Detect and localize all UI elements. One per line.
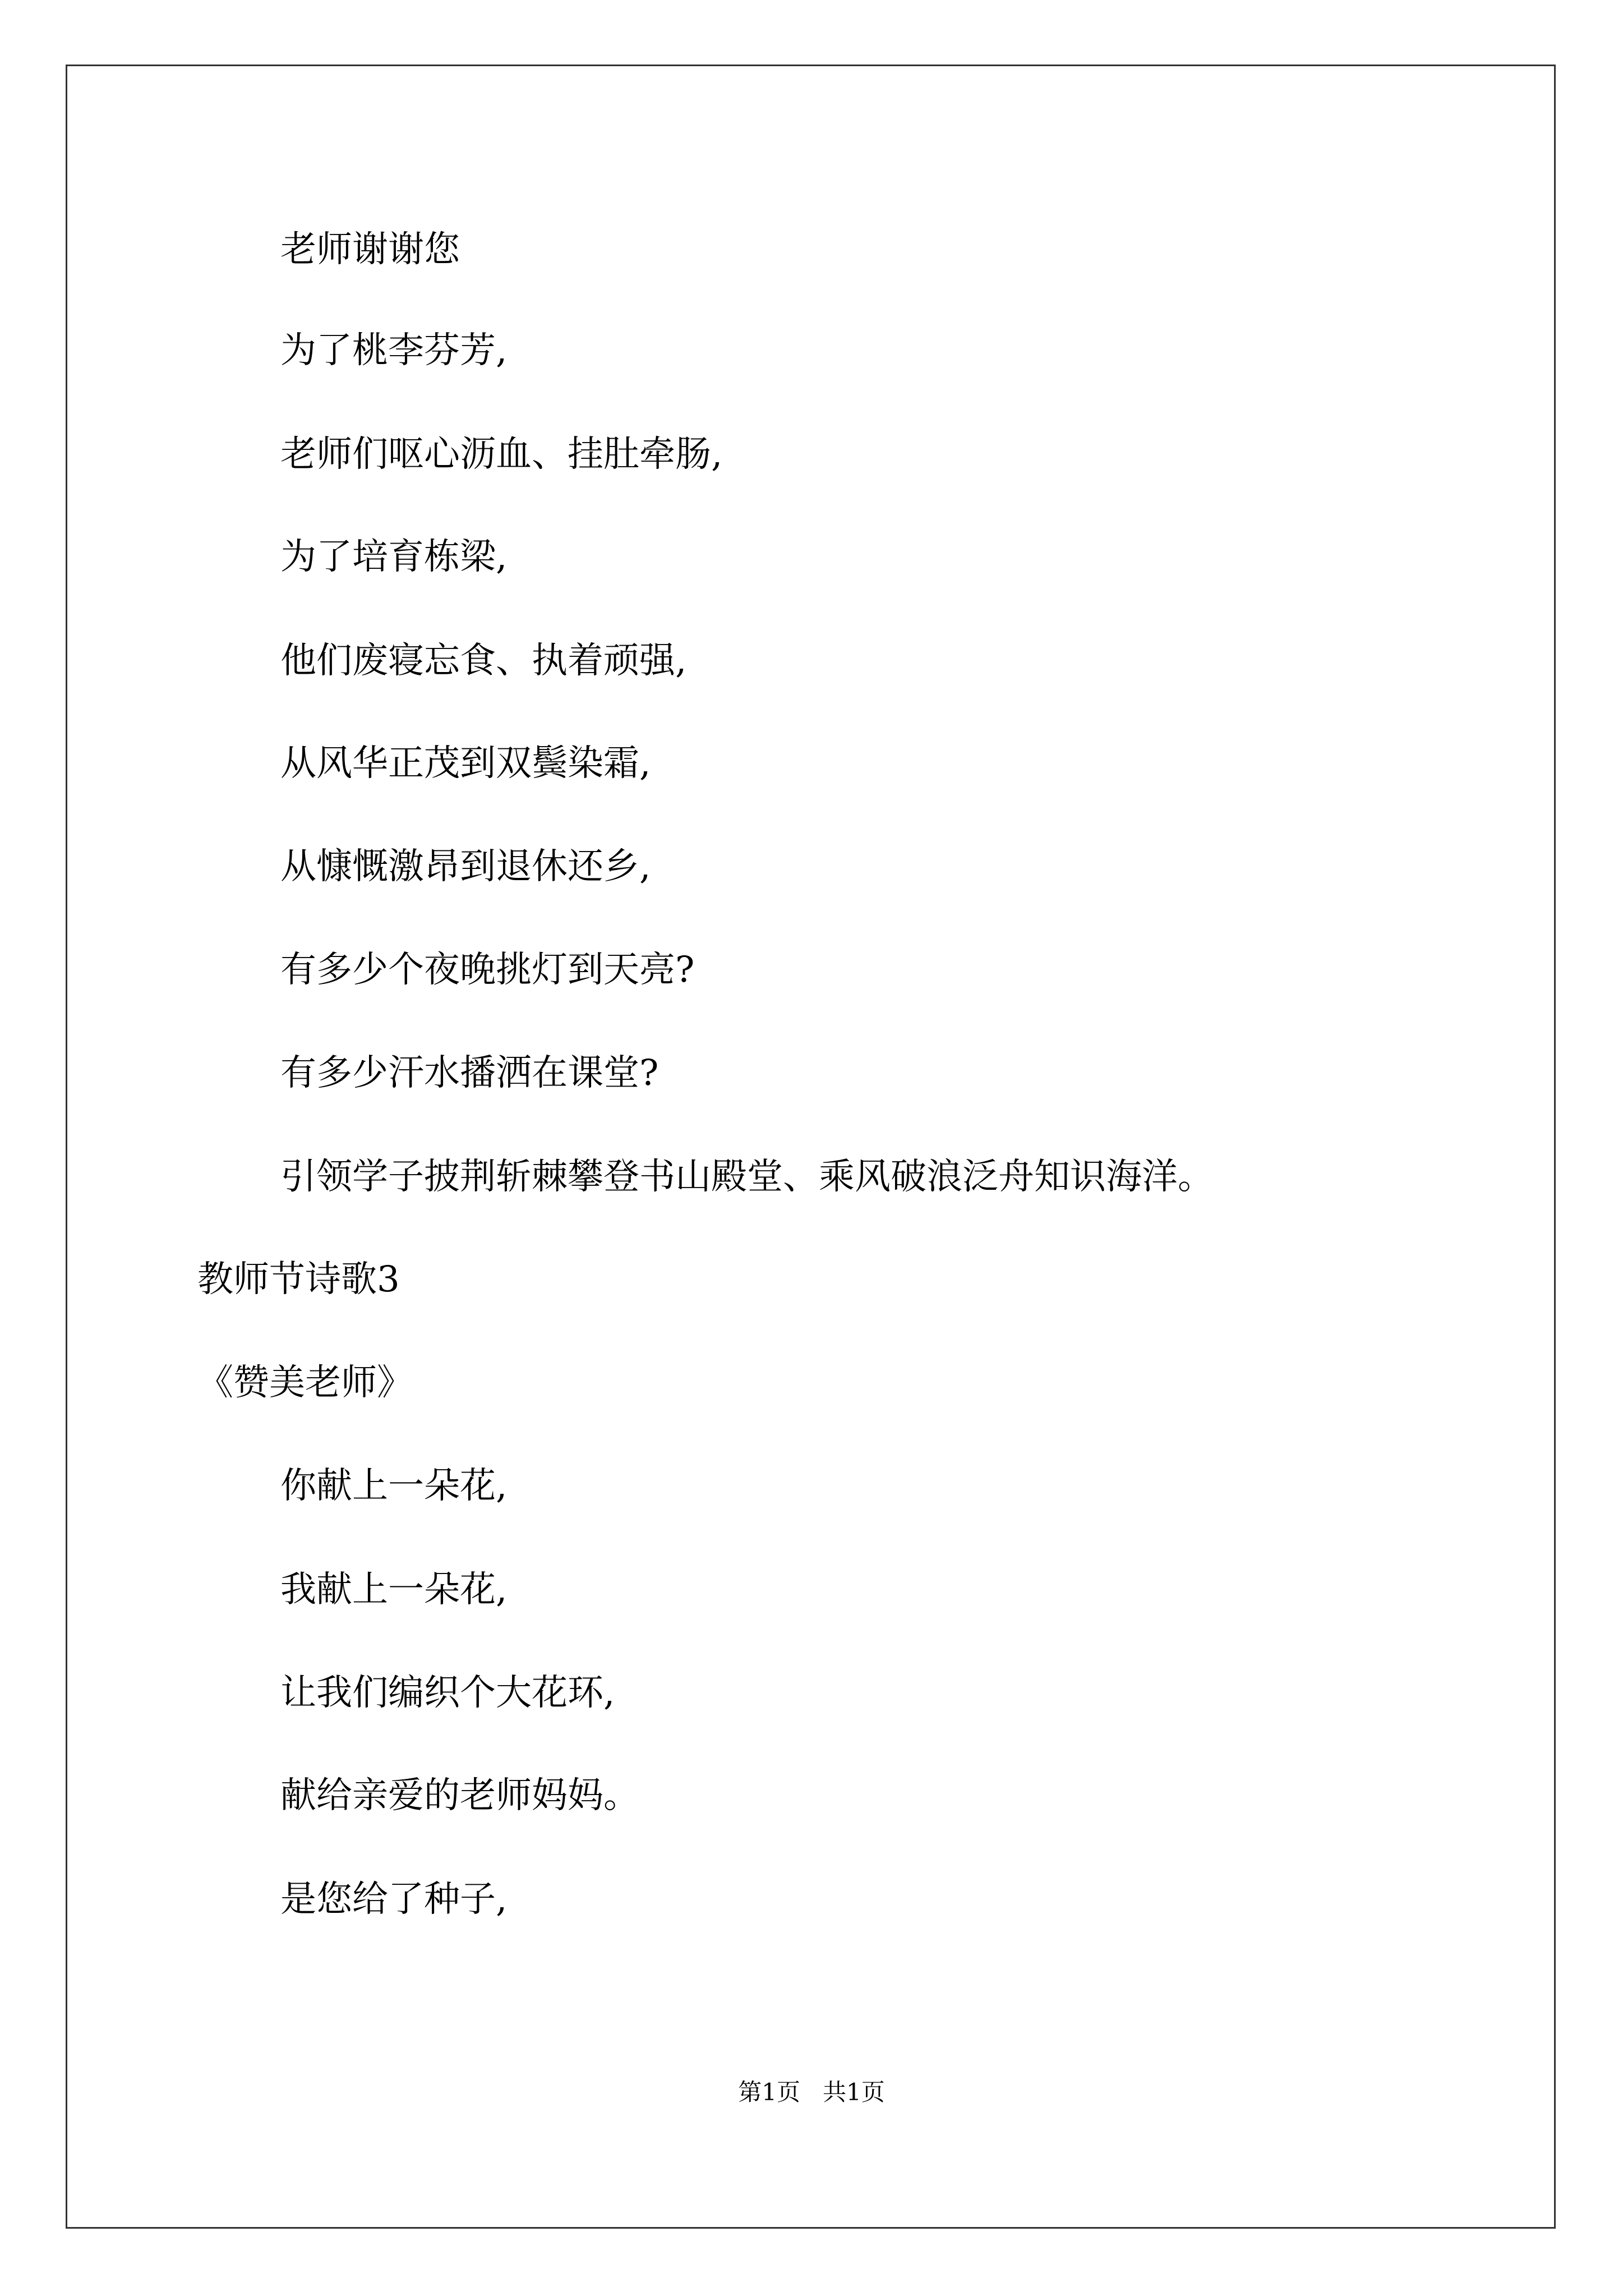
poem-line-15: 是您给了种子, bbox=[280, 1879, 508, 1920]
poem-line-4: 为了培育栋梁, bbox=[280, 536, 508, 578]
poem-line-6: 从风华正茂到双鬓染霜, bbox=[280, 743, 651, 784]
poem-line-12: 我献上一朵花, bbox=[280, 1569, 508, 1611]
poem-line-2: 为了桃李芬芳, bbox=[280, 330, 508, 371]
poem-title: 《赞美老师》 bbox=[197, 1362, 413, 1404]
poem-line-14: 献给亲爱的老师妈妈。 bbox=[280, 1775, 639, 1816]
poem-line-7: 从慷慨激昂到退休还乡, bbox=[280, 846, 651, 887]
poem-line-8: 有多少个夜晚挑灯到天亮? bbox=[280, 949, 695, 991]
poem-line-9: 有多少汗水播洒在课堂? bbox=[280, 1052, 659, 1094]
section-heading: 教师节诗歌3 bbox=[197, 1259, 400, 1300]
page-footer: 第1页 共1页 bbox=[738, 2078, 885, 2106]
poem-line-5: 他们废寝忘食、执着顽强, bbox=[280, 640, 687, 682]
poem-line-11: 你献上一朵花, bbox=[280, 1465, 508, 1507]
poem-line-3: 老师们呕心沥血、挂肚牵肠, bbox=[280, 434, 723, 475]
poem-line-10: 引领学子披荆斩棘攀登书山殿堂、乘风破浪泛舟知识海洋。 bbox=[280, 1156, 1214, 1198]
poem-line-13: 让我们编织个大花环, bbox=[280, 1672, 615, 1714]
poem-line-1: 老师谢谢您 bbox=[280, 229, 460, 270]
